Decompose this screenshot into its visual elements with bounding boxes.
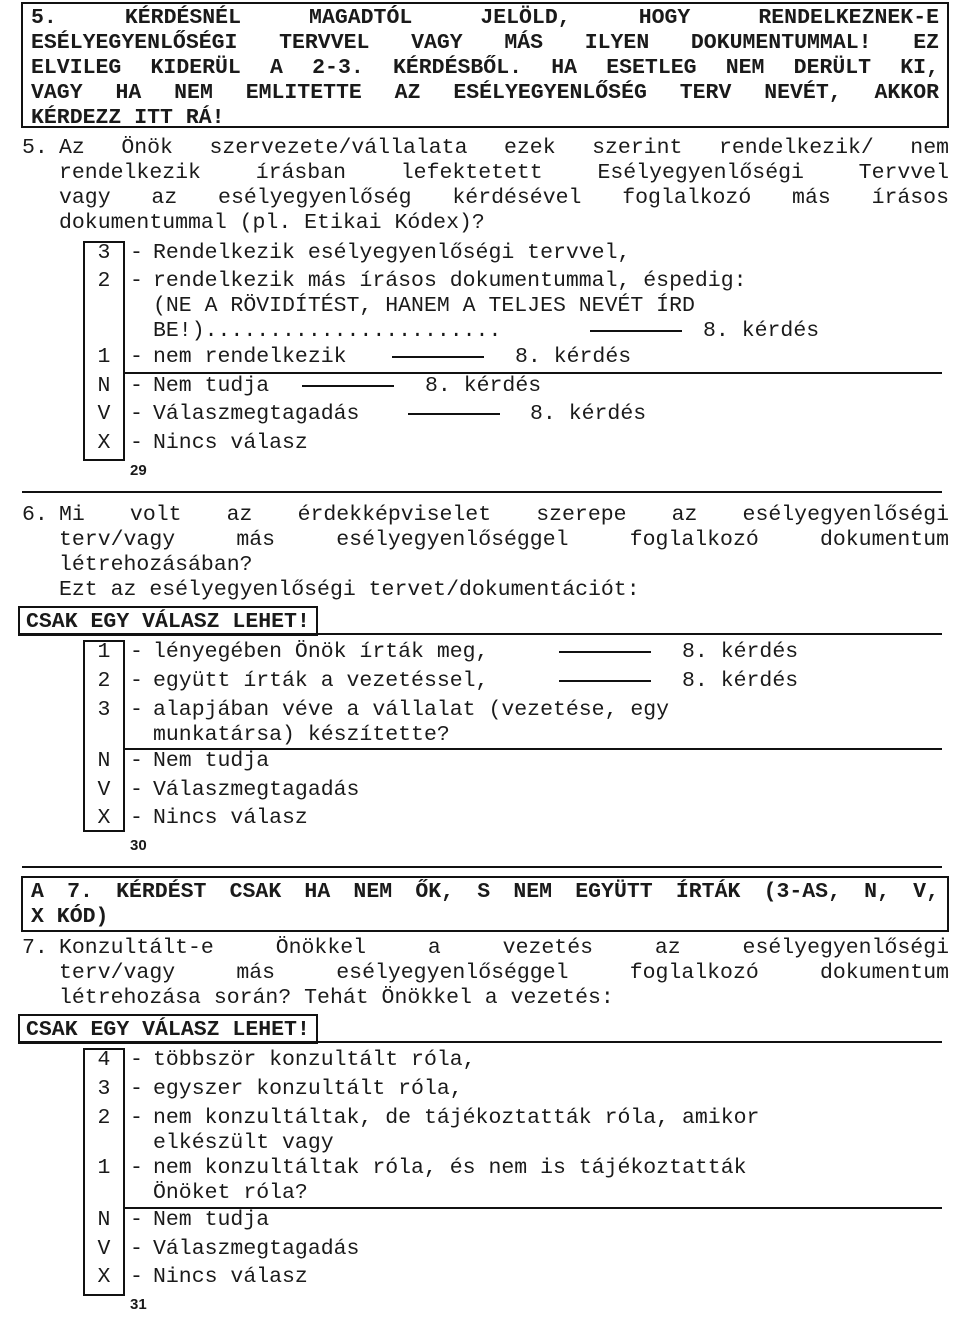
dash: - [130,698,143,722]
q7-text-line: Konzultált-e Önökkel a vezetés az esélyegyenlőségi [59,936,949,960]
instruction-line: VAGY HA NEM EMLITETTE AZ ESÉLYEGYENLŐSÉG TERV NEVÉT, AKKOR [31,81,939,105]
dash: - [130,1156,143,1180]
q6-number: 6. [22,503,48,527]
q6-text-line: Mi volt az érdekképviselet szerepe az esélyegyenlőségi [59,503,949,527]
dash: - [130,241,143,265]
instruction-line: ELVILEG KIDERÜL A 2-3. KÉRDÉSBŐL. HA ESETLEG NEM DERÜLT KI, [31,56,939,80]
section-divider [22,866,942,868]
dash: - [130,431,143,455]
answer-code[interactable]: 2 [97,269,111,293]
dash: - [130,669,143,693]
answer-code[interactable]: 3 [97,698,111,722]
answer-label: lényegében Önök írták meg, [153,640,489,664]
answer-code[interactable]: X [97,806,111,830]
single-answer-badge: CSAK EGY VÁLASZ LEHET! [18,606,318,636]
q7-text-line: létrehozása során? Tehát Önökkel a vezetés: [59,986,614,1010]
variable-number: 30 [130,837,147,854]
skip-target: 8. kérdés [530,402,647,426]
dash: - [130,269,143,293]
answer-label-continued: (NE A RÖVIDÍTÉST, HANEM A TELJES NEVÉT ÍRD [153,294,695,318]
answer-label: többször konzultált róla, [153,1048,476,1072]
skip-arrow [559,651,651,653]
dash: - [130,640,143,664]
answer-label-continued: munkatársa) készítette? [153,723,450,747]
answer-label: Nem tudja [153,1208,270,1232]
answer-label: Nincs válasz [153,431,308,455]
skip-target: 8. kérdés [515,345,632,369]
answer-code[interactable]: 4 [97,1048,111,1072]
answer-write-in[interactable]: BE!)....................... [153,319,502,343]
answer-code[interactable]: V [97,778,111,802]
answer-code[interactable]: 1 [97,345,111,369]
q7-number: 7. [22,936,48,960]
variable-number: 31 [130,1296,147,1313]
divider-line [18,1041,942,1043]
instruction-line: X KÓD) [31,905,109,929]
answer-code[interactable]: N [97,374,111,398]
answer-code[interactable]: 2 [97,1106,111,1130]
dash: - [130,1265,143,1289]
q5-text-line: vagy az esélyegyenlőség kérdésével foglalkozó más írásos [59,186,949,210]
dash: - [130,1237,143,1261]
answer-label: alapjában véve a vállalat (vezetése, egy [153,698,670,722]
dash: - [130,806,143,830]
answer-label: egyszer konzultált róla, [153,1077,463,1101]
instruction-line: KÉRDEZZ ITT RÁ! [31,106,225,130]
variable-number: 29 [130,462,147,479]
skip-arrow [408,413,500,415]
instruction-line: ESÉLYEGYENLŐSÉGI TERVVEL VAGY MÁS ILYEN DOKUMENTUMMAL! EZ [31,31,939,55]
answer-code[interactable]: 3 [97,241,111,265]
q7-text-line: terv/vagy más esélyegyenlőséggel foglalkozó dokumentum [59,961,949,985]
skip-target: 8. kérdés [703,319,820,343]
answer-label: Nincs válasz [153,1265,308,1289]
answer-code[interactable]: N [97,1208,111,1232]
dash: - [130,1048,143,1072]
divider-line [18,633,942,635]
skip-arrow [559,680,651,682]
answer-label: Nem tudja [153,749,270,773]
skip-arrow [392,356,484,358]
q5-text-line: Az Önök szervezete/vállalata ezek szerint rendelkezik/ nem [59,136,949,160]
dash: - [130,749,143,773]
dash: - [130,778,143,802]
answer-label: Válaszmegtagadás [153,778,360,802]
dash: - [130,374,143,398]
dash: - [130,1077,143,1101]
instruction-line: 5. KÉRDÉSNÉL MAGADTÓL JELÖLD, HOGY RENDELKEZNEK-E [31,6,939,30]
q7-instruction-box [21,876,949,932]
answer-code[interactable]: 1 [97,1156,111,1180]
answer-label: Válaszmegtagadás [153,1237,360,1261]
q6-text-line: létrehozásában? [59,553,253,577]
answer-code[interactable]: V [97,402,111,426]
answer-code[interactable]: 1 [97,640,111,664]
q5-instruction-box [21,2,949,128]
dash: - [130,345,143,369]
answer-label: Válaszmegtagadás [153,402,360,426]
q5-text-line: dokumentummal (pl. Etikai Kódex)? [59,211,485,235]
answer-code[interactable]: 2 [97,669,111,693]
skip-target: 8. kérdés [682,640,799,664]
section-divider [22,491,942,493]
q5-text-line: rendelkezik írásban lefektetett Esélyegyenlőségi Tervvel [59,161,949,185]
answer-label: együtt írták a vezetéssel, [153,669,489,693]
skip-arrow [302,385,394,387]
answer-label: Rendelkezik esélyegyenlőségi tervvel, [153,241,631,265]
answer-label: nem konzultáltak róla, és nem is tájékoztatták [153,1156,747,1180]
answer-label: nem rendelkezik [153,345,347,369]
skip-target: 8. kérdés [682,669,799,693]
q5-number: 5. [22,136,48,160]
answer-label-continued: Önöket róla? [153,1181,308,1205]
answer-code[interactable]: X [97,431,111,455]
q6-text-line: Ezt az esélyegyenlőségi tervet/dokumentációt: [59,578,640,602]
dash: - [130,1106,143,1130]
single-answer-badge: CSAK EGY VÁLASZ LEHET! [18,1014,318,1044]
answer-label: Nincs válasz [153,806,308,830]
skip-arrow [590,330,682,332]
answer-code[interactable]: N [97,749,111,773]
answer-label: nem konzultáltak, de tájékoztatták róla, amikor [153,1106,760,1130]
dash: - [130,1208,143,1232]
answer-label-continued: elkészült vagy [153,1131,334,1155]
answer-code[interactable]: X [97,1265,111,1289]
answer-code[interactable]: V [97,1237,111,1261]
q6-text-line: terv/vagy más esélyegyenlőséggel foglalkozó dokumentum [59,528,949,552]
answer-code[interactable]: 3 [97,1077,111,1101]
dash: - [130,402,143,426]
instruction-line: A 7. KÉRDÉST CSAK HA NEM ŐK, S NEM EGYÜTT ÍRTÁK (3-AS, N, V, [31,880,939,904]
answer-label: Nem tudja [153,374,270,398]
answer-label: rendelkezik más írásos dokumentummal, éspedig: [153,269,747,293]
skip-target: 8. kérdés [425,374,542,398]
